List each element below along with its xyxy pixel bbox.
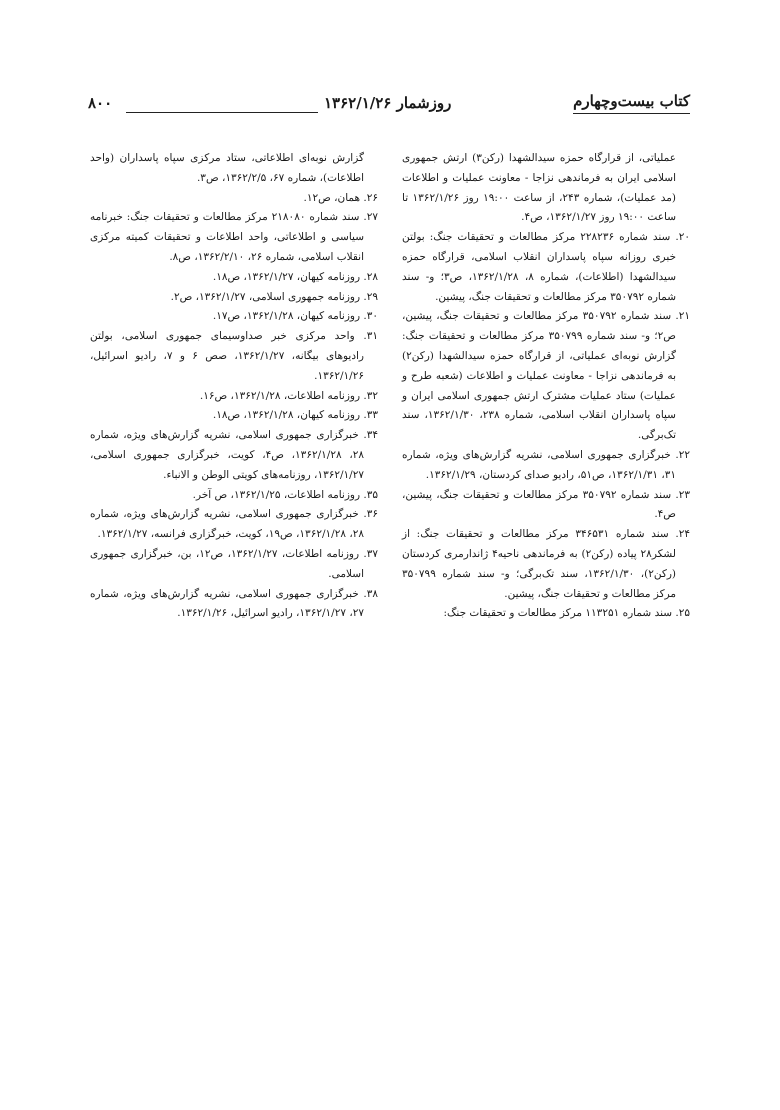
footnote-28: ۲۸. روزنامه کیهان، ۱۳۶۲/۱/۲۷، ص۱۸. (212, 270, 378, 283)
header-rule (126, 112, 318, 113)
footnote-33: ۳۳. روزنامه کیهان، ۱۳۶۲/۱/۲۸، ص۱۸. (212, 409, 378, 422)
footnote-35: ۳۵. روزنامه اطلاعات، ۱۳۶۲/۱/۲۵، ص آخر. (192, 488, 378, 501)
footnote-21: ۲۱. سند شماره ۳۵۰۷۹۲ مرکز مطالعات و تحقیقات جنگ، پیشین، ص۲؛ و- سند شماره ۳۵۰۷۹۹ مرکز مطالعات و تحقیقات جنگ: گزارش نوبه‌ای عملیاتی، از قرارگاه حمزه سیدالشهدا (رکن۲) به فرماندهی نزاجا - معاونت عملیات و اطلاعات (شعبه طرح و عملیات) ستاد عملیات مشترک ارتش جمهوری اسلامی ایران و سپاه پاسداران انقلاب اسلامی، شماره ۲۳۸، ۱۳۶۲/۱/۳۰، سند تک‌برگی. (402, 310, 691, 442)
page-number: ۸۰۰ (88, 94, 113, 112)
running-header (88, 92, 690, 116)
footnote-23: ۲۳. سند شماره ۳۵۰۷۹۲ مرکز مطالعات و تحقیقات جنگ، پیشین، ص۴. (402, 488, 691, 521)
footnotes-left-column (90, 149, 378, 624)
footnote-36: ۳۶. خبرگزاری جمهوری اسلامی، نشریه گزارش‌های ویژه، شماره ۲۸، ۱۳۶۲/۱/۲۸، ص۱۹، کویت، خبرگزاری فرانسه، ۱۳۶۲/۱/۲۷. (90, 508, 378, 541)
footnote-29: ۲۹. روزنامه جمهوری اسلامی، ۱۳۶۲/۱/۲۷، ص۲. (170, 290, 378, 303)
book-title: کتاب بیست‌وچهارم (573, 92, 690, 114)
footnote-34: ۳۴. خبرگزاری جمهوری اسلامی، نشریه گزارش‌های ویژه، شماره ۲۸، ۱۳۶۲/۱/۲۸، ص۴، کویت، خبرگزاری جمهوری اسلامی، ۱۳۶۲/۱/۲۷، روزنامه‌های کویتی الوطن و الانباء. (90, 429, 378, 481)
footnotes-right-column (402, 149, 690, 624)
footnote-37: ۳۷. روزنامه اطلاعات، ۱۳۶۲/۱/۲۷، ص۱۲، بن، خبرگزاری جمهوری اسلامی. (90, 547, 379, 580)
footnote-30: ۳۰. روزنامه کیهان، ۱۳۶۲/۱/۲۸، ص۱۷. (212, 310, 378, 323)
footnote-24: ۲۴. سند شماره ۳۴۶۵۳۱ مرکز مطالعات و تحقیقات جنگ: از لشکر۲۸ پیاده (رکن۲) به فرماندهی ناحیه۴ ژاندارمری کردستان (رکن۲)، ۱۳۶۲/۱/۳۰، سند تک‌برگی؛ و- سند شماره ۳۵۰۷۹۹ مرکز مطالعات و تحقیقات جنگ، پیشین. (402, 528, 691, 600)
footnote-22: ۲۲. خبرگزاری جمهوری اسلامی، نشریه گزارش‌های ویژه، شماره ۳۱، ۱۳۶۲/۱/۳۱، ص۵۱، رادیو صدای کردستان، ۱۳۶۲/۱/۲۹. (402, 448, 690, 481)
footnote-20: ۲۰. سند شماره ۲۲۸۲۳۶ مرکز مطالعات و تحقیقات جنگ: بولتن خبری روزانه سپاه پاسداران انقلاب اسلامی، قرارگاه حمزه سیدالشهدا (اطلاعات)، شماره ۸، ۱۳۶۲/۱/۲۸، ص۳؛ و- سند شماره ۳۵۰۷۹۲ مرکز مطالعات و تحقیقات جنگ، پیشین. (402, 231, 690, 303)
footnote-continuation: عملیاتی، از قرارگاه حمزه سیدالشهدا (رکن۳) ارتش جمهوری اسلامی ایران به فرماندهی نزاجا - معاونت عملیات و اطلاعات (مد عملیات)، شماره ۲۴۳، از ساعت ۱۹:۰۰ روز ۱۳۶۲/۱/۲۶ تا ساعت ۱۹:۰۰ روز ۱۳۶۲/۱/۲۷، ص۴. (402, 152, 676, 224)
date-title: روزشمار ۱۳۶۲/۱/۲۶ (324, 94, 452, 112)
footnote-26: ۲۶. همان، ص۱۲. (303, 191, 378, 204)
footnote-38: ۳۸. خبرگزاری جمهوری اسلامی، نشریه گزارش‌های ویژه، شماره ۲۷، ۱۳۶۲/۱/۲۷، رادیو اسرائیل، ۱۳۶۲/۱/۲۶. (90, 587, 378, 620)
footnote-27: ۲۷. سند شماره ۲۱۸۰۸۰ مرکز مطالعات و تحقیقات جنگ: خبرنامه سیاسی و اطلاعاتی، واحد اطلاعات و تحقیقات کمیته مرکزی انقلاب اسلامی، شماره ۲۶، ۱۳۶۲/۲/۱۰، ص۸. (90, 211, 379, 263)
footnote-31: ۳۱. واحد مرکزی خبر صداوسیمای جمهوری اسلامی، بولتن رادیوهای بیگانه، ۱۳۶۲/۱/۲۷، صص ۶ و ۷، رادیو اسرائیل، ۱۳۶۲/۱/۲۶. (90, 330, 378, 382)
footnote-32: ۳۲. روزنامه اطلاعات، ۱۳۶۲/۱/۲۸، ص۱۶. (199, 389, 378, 402)
footnote-25-continuation: گزارش نوبه‌ای اطلاعاتی، ستاد مرکزی سپاه پاسداران (واحد اطلاعات)، شماره ۶۷، ۱۳۶۲/۲/۵، ص۳. (90, 152, 364, 184)
footnote-25: ۲۵. سند شماره ۱۱۳۲۵۱ مرکز مطالعات و تحقیقات جنگ: (443, 607, 690, 620)
